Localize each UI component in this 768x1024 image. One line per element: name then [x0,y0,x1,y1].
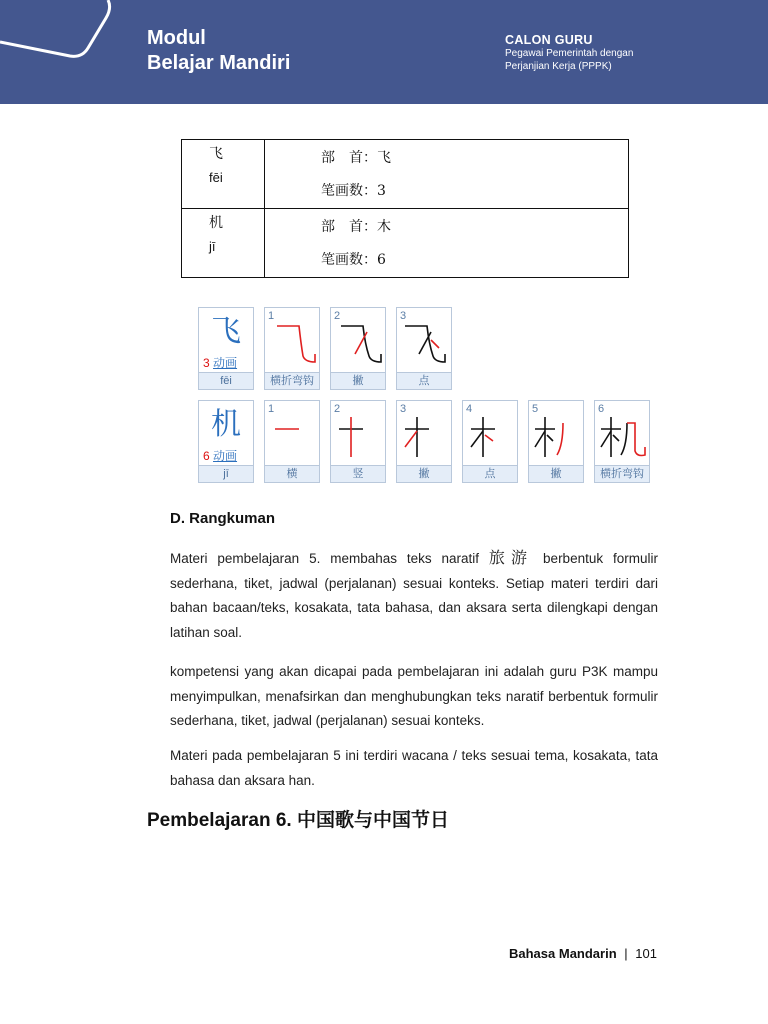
hanzi: 飞 [209,146,223,162]
module-title-line2: Belajar Mandiri [147,52,291,74]
char-cell [182,209,265,278]
stroke-drawing [265,308,321,374]
main-char: 飞 [211,314,241,349]
stroke-step-box [264,307,320,390]
stroke-step-box [330,400,386,483]
program-subtitle-1: Pegawai Pemerintah dengan [505,48,634,59]
footer-title: Bahasa Mandarin [509,946,617,961]
animation-label[interactable]: 动画 [213,356,238,370]
stroke-step-box [330,307,386,390]
table-row [182,140,629,209]
character-info-table [181,139,629,278]
char-cell [182,140,265,209]
animation-link[interactable] [203,447,237,464]
main-char-box [198,400,254,483]
stroke-drawing [529,401,585,467]
stroke-drawing [463,401,519,467]
step-number: 3 [400,403,407,415]
summary-paragraph-1 [170,546,658,645]
step-number: 1 [268,403,275,415]
info-cell [265,140,629,209]
summary-paragraph-2: kompetensi yang akan dicapai pada pembelajaran ini adalah guru P3K mampu menyimpulkan, menafsirkan dan menghubungkan teks naratif berbentuk formulir sederhana, tiket, jadwal (perjalanan) sesuai konteks. [170,664,658,728]
stroke-name: 竖 [331,465,385,482]
program-block [505,33,633,73]
radical-info: 部 首：木 [321,219,391,235]
stroke-name: 点 [397,372,451,389]
paragraph-text: Materi pembelajaran 5. membahas teks naratif [170,551,489,566]
stroke-name: 撇 [529,465,583,482]
lesson-title [147,805,449,832]
stroke-count-info: 笔画数：3 [321,183,386,199]
step-number: 5 [532,403,539,415]
stroke-step-box [528,400,584,483]
paragraph-text: berbentuk formulir sederhana, tiket, jadwal (perjalanan) sesuai konteks. Setiap materi terdiri dari bahan bacaan/teks, kosakata, tata bahasa, dan aksara serta dilengkapi dengan latihan soal. [170,551,658,640]
animation-label[interactable]: 动画 [213,449,238,463]
step-number: 6 [598,403,605,415]
summary-paragraph-3: Materi pada pembelajaran 5 ini terdiri wacana / teks sesuai tema, kosakata, tata bahasa dan aksara han. [170,748,658,788]
step-number: 4 [466,403,473,415]
stroke-step-box [462,400,518,483]
step-number: 2 [334,310,341,322]
stroke-count-info: 笔画数：6 [321,252,386,268]
page-header [0,0,768,104]
stroke-drawing [331,401,387,467]
stroke-drawing [595,401,651,467]
stroke-name: 横折弯钩 [595,465,649,482]
module-title-line1: Modul [147,27,206,49]
stroke-step-box [594,400,650,483]
section-heading: D. Rangkuman [170,510,276,527]
stroke-order-ji [198,400,660,483]
radical-info: 部 首：飞 [321,150,391,166]
main-char-box [198,307,254,390]
stroke-count: 6 [203,449,210,463]
step-number: 1 [268,310,275,322]
module-title [147,26,290,76]
lesson-title-chinese: 中国歌与中国节日 [296,810,449,831]
stroke-name: 撇 [397,465,451,482]
stroke-order-fei [198,307,462,390]
stroke-drawing [397,308,453,374]
stroke-step-box [264,400,320,483]
stroke-name: 横折弯钩 [265,372,319,389]
main-char: 机 [211,407,241,442]
stroke-step-box [396,400,452,483]
stroke-drawing [397,401,453,467]
hanzi: 机 [209,215,223,231]
table-row [182,209,629,278]
step-number: 2 [334,403,341,415]
stroke-name: 撇 [331,372,385,389]
stroke-count: 3 [203,356,210,370]
stroke-name: 横 [265,465,319,482]
stroke-step-box [396,307,452,390]
step-number: 3 [400,310,407,322]
page-number: 101 [635,946,657,961]
lesson-prefix: Pembelajaran 6. [147,810,292,831]
stroke-name: 点 [463,465,517,482]
page-footer [509,946,657,961]
pinyin-label: jī [199,465,253,482]
footer-separator: | [624,946,628,961]
pinyin: fēi [209,170,223,185]
header-decoration [0,0,120,104]
info-cell [265,209,629,278]
chinese-term: 旅游 [488,548,534,567]
animation-link[interactable] [203,354,237,371]
pinyin: jī [209,239,216,254]
stroke-drawing [331,308,387,374]
program-title: CALON GURU [505,33,593,47]
stroke-drawing [265,401,321,467]
program-subtitle-2: Perjanjian Kerja (PPPK) [505,61,612,72]
pinyin-label: fēi [199,372,253,389]
